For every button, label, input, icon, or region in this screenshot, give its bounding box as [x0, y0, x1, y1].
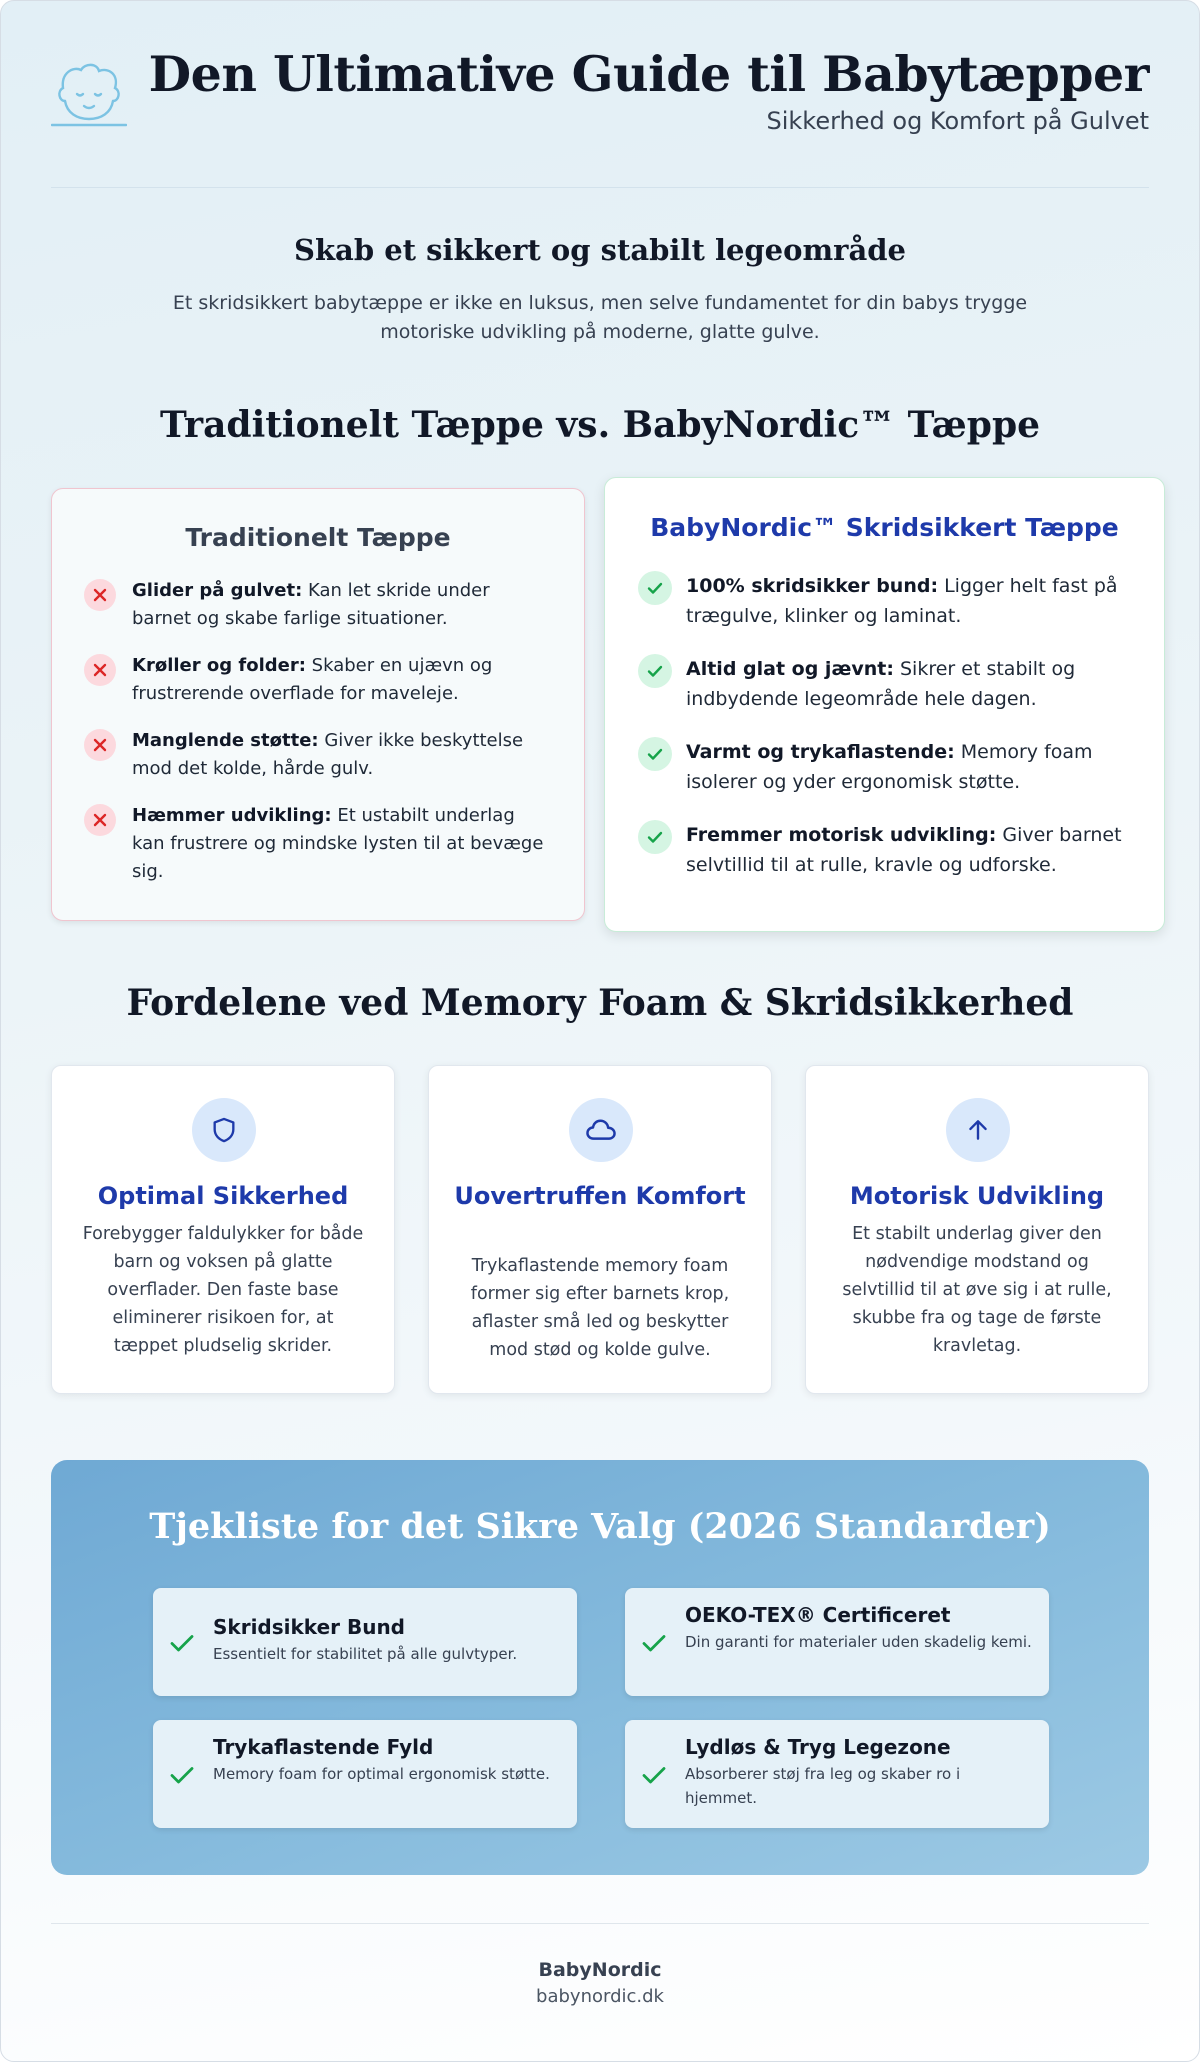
item-bold: Varmt og trykaflastende:	[686, 741, 955, 763]
shield-icon	[192, 1098, 256, 1162]
intro-heading: Skab et sikkert og stabilt legeområde	[294, 233, 906, 267]
benefit-card-development	[805, 1065, 1149, 1394]
item-bold: 100% skridsikker bund:	[686, 575, 939, 597]
checklist-item	[625, 1588, 1049, 1696]
footer-divider	[51, 1923, 1149, 1924]
baby-face-logo-icon	[51, 61, 127, 127]
list-item	[638, 737, 1132, 797]
check-icon	[169, 1630, 195, 1656]
check-icon	[638, 737, 672, 771]
list-item	[84, 727, 552, 783]
traditional-card	[51, 488, 585, 921]
benefit-text: Forebygger faldulykker for både barn og voksen på glatte overflader. Den faste base eliminerer risikoen for, at tæppet pludselig skrider.	[82, 1224, 364, 1356]
check-icon	[638, 571, 672, 605]
list-item	[84, 577, 552, 633]
checklist-item-desc: Essentielt for stabilitet på alle gulvtyper.	[213, 1645, 518, 1663]
x-icon	[84, 729, 116, 761]
page-title: Den Ultimative Guide til Babytæpper	[148, 45, 1149, 103]
benefits-heading: Fordelene ved Memory Foam & Skridsikkerhed	[126, 982, 1074, 1024]
benefit-card-comfort	[428, 1065, 772, 1394]
list-item	[638, 820, 1132, 880]
checklist-item-title: OEKO-TEX® Certificeret	[685, 1603, 951, 1627]
check-icon	[641, 1762, 667, 1788]
nordic-card	[604, 477, 1165, 932]
benefit-text: Et stabilt underlag giver den nødvendige modstand og selvtillid til at øve sig i at rulle, skubbe fra og tage de første kravletag.	[842, 1224, 1112, 1356]
footer-url-link[interactable]: babynordic.dk	[536, 1986, 664, 2007]
checklist-item-desc: Absorberer støj fra leg og skaber ro i hjemmet.	[685, 1765, 961, 1807]
checklist-item	[153, 1720, 577, 1828]
checklist-item-desc: Din garanti for materialer uden skadelig kemi.	[685, 1633, 1032, 1651]
item-bold: Manglende støtte:	[132, 730, 319, 751]
list-item	[84, 802, 552, 886]
list-item	[84, 652, 552, 708]
traditional-card-title: Traditionelt Tæppe	[185, 523, 451, 552]
check-icon	[169, 1762, 195, 1788]
check-icon	[641, 1630, 667, 1656]
benefit-card-safety	[51, 1065, 395, 1394]
x-icon	[84, 654, 116, 686]
checklist-item-title: Lydløs & Tryg Legezone	[685, 1735, 951, 1759]
checklist-item-title: Trykaflastende Fyld	[213, 1735, 434, 1759]
item-text: Memory foam isolerer og yder ergonomisk støtte.	[686, 741, 1093, 793]
list-item	[638, 571, 1132, 631]
x-icon	[84, 804, 116, 836]
benefit-title: Optimal Sikkerhed	[97, 1182, 349, 1210]
item-bold: Altid glat og jævnt:	[686, 658, 894, 680]
benefit-title: Motorisk Udvikling	[849, 1182, 1105, 1210]
check-icon	[638, 820, 672, 854]
item-text: Et ustabilt underlag kan frustrere og mindske lysten til at bevæge sig.	[132, 805, 544, 882]
checklist-title: Tjekliste for det Sikre Valg (2026 Standarder)	[149, 1506, 1051, 1547]
item-bold: Hæmmer udvikling:	[132, 805, 332, 826]
header	[51, 1, 1149, 188]
comparison-heading: Traditionelt Tæppe vs. BabyNordic™ Tæppe	[159, 404, 1041, 446]
list-item	[638, 654, 1132, 714]
checklist-panel	[51, 1460, 1149, 1875]
traditional-list	[84, 577, 552, 905]
checklist-item	[153, 1588, 577, 1696]
benefit-title: Uovertruffen Komfort	[454, 1182, 746, 1210]
item-text: Ligger helt fast på trægulve, klinker og laminat.	[686, 575, 1118, 627]
cloud-icon	[569, 1098, 633, 1162]
item-text: Skaber en ujævn og frustrerende overflade for maveleje.	[132, 655, 493, 704]
arrow-up-icon	[946, 1098, 1010, 1162]
checklist-item-desc: Memory foam for optimal ergonomisk støtte.	[213, 1765, 550, 1783]
item-text: Kan let skride under barnet og skabe farlige situationer.	[132, 580, 490, 629]
footer-brand: BabyNordic	[538, 1959, 662, 1981]
page-subtitle: Sikkerhed og Komfort på Gulvet	[766, 107, 1149, 135]
x-icon	[84, 579, 116, 611]
benefit-text: Trykaflastende memory foam former sig efter barnets krop, aflaster små led og beskytter mod stød og kolde gulve.	[470, 1256, 730, 1360]
item-bold: Glider på gulvet:	[132, 580, 303, 601]
content	[51, 1, 1149, 2007]
item-text: Sikrer et stabilt og indbydende legeområde hele dagen.	[686, 658, 1076, 710]
checklist-item	[625, 1720, 1049, 1828]
check-icon	[638, 654, 672, 688]
item-text: Giver ikke beskyttelse mod det kolde, hårde gulv.	[132, 730, 524, 779]
checklist-item-title: Skridsikker Bund	[213, 1615, 405, 1639]
item-text: Giver barnet selvtillid til at rulle, kravle og udforske.	[686, 824, 1122, 876]
item-bold: Krøller og folder:	[132, 655, 306, 676]
nordic-list	[638, 571, 1132, 903]
item-bold: Fremmer motorisk udvikling:	[686, 824, 997, 846]
intro-text: Et skridsikkert babytæppe er ikke en luksus, men selve fundamentet for din babys trygge motoriske udvikling på moderne, glatte gulve.	[172, 292, 1028, 343]
nordic-card-title: BabyNordic™ Skridsikkert Tæppe	[650, 513, 1119, 542]
